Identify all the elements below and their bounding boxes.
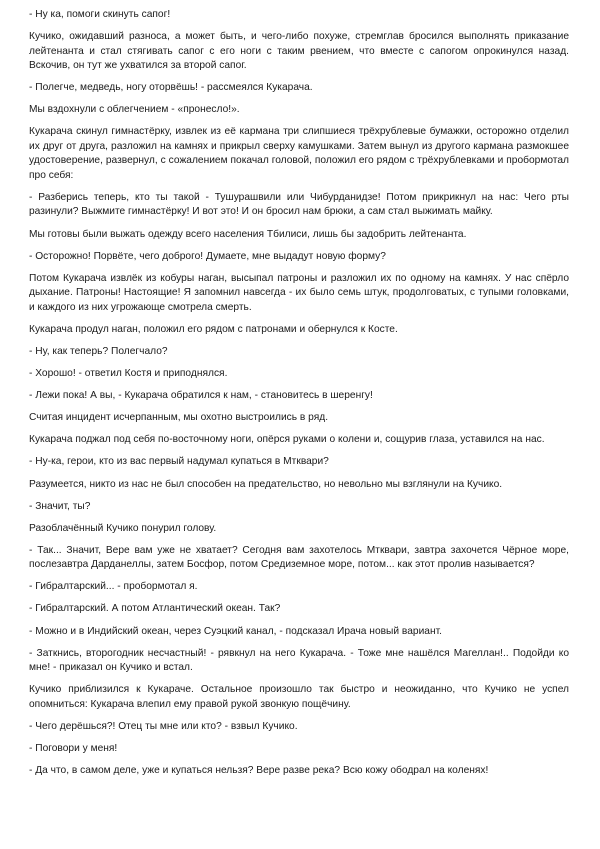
paragraph: - Заткнись, второгодник несчастный! - рявкнул на него Кукарача. - Тоже мне нашёлся Магеллан!.. Подойди ко мне! - приказал он Кучико и встал.	[29, 647, 569, 674]
paragraph: - Так... Значит, Вере вам уже не хватает? Сегодня вам захотелось Мтквари, завтра захочется Чёрное море, послезавтра Дарданеллы, затем Босфор, потом Средиземное море, потом... как этот пролив называется?	[29, 544, 569, 571]
paragraph: - Ну, как теперь? Полегчало?	[29, 345, 168, 357]
paragraph: - Да что, в самом деле, уже и купаться нельзя? Вере разве река? Всю кожу ободрал на коленях!	[29, 765, 489, 777]
paragraph: Кукарача продул наган, положил его рядом с патронами и обернулся к Косте.	[29, 323, 398, 335]
paragraph: - Гибралтарский. А потом Атлантический океан. Так?	[29, 603, 281, 615]
paragraph: - Осторожно! Порвёте, чего доброго! Думаете, мне выдадут новую форму?	[29, 250, 386, 262]
paragraph: Кукарача поджал под себя по-восточному ноги, опёрся руками о колени и, сощурив глаза, уставился на нас.	[29, 434, 545, 446]
paragraph: - Полегче, медведь, ногу оторвёшь! - рассмеялся Кукарача.	[29, 82, 313, 94]
paragraph: Разумеется, никто из нас не был способен на предательство, но невольно мы взглянули на Кучико.	[29, 478, 503, 490]
paragraph: - Лежи пока! А вы, - Кукарача обратился к нам, - становитесь в шеренгу!	[29, 390, 373, 402]
paragraph: - Гибралтарский... - пробормотал я.	[29, 581, 198, 593]
paragraph: - Ну ка, помоги скинуть сапог!	[29, 9, 171, 20]
paragraph: Считая инцидент исчерпанным, мы охотно выстроились в ряд.	[29, 412, 329, 424]
paragraph: Кукарача скинул гимнастёрку, извлек из её кармана три слипшиеся трёхрублевые бумажки, осторожно отделил их друг от друга, разложил на камнях и прикрыл сверху камушками. Затем вынул из другого кармана размокшее удостоверение, развернул, с сожалением покачал головой, положил его рядом с трёхрублевками и пробормотал про себя:	[29, 126, 569, 181]
paragraph: Потом Кукарача извлёк из кобуры наган, высыпал патроны и разложил их по одному на камнях. У нас спёрло дыхание. Патроны! Настоящие! Я запомнил навсегда - их было семь штук, продолговатых, с тупыми головками, и каждого из них угрожающе смотрела смерть.	[29, 272, 569, 313]
paragraph: Мы вздохнули с облегчением - «пронесло!».	[29, 104, 240, 116]
paragraph: Разоблачённый Кучико понурил голову.	[29, 522, 217, 534]
paragraph: - Поговори у меня!	[29, 742, 118, 754]
paragraph: - Чего дерёшься?! Отец ты мне или кто? - взвыл Кучико.	[29, 720, 298, 732]
paragraph: - Ну-ка, герои, кто из вас первый надумал купаться в Мтквари?	[29, 456, 329, 468]
paragraph: Кучико приблизился к Кукараче. Остальное произошло так быстро и неожиданно, что Кучико не успел опомниться: Кукарача влепил ему правой рукой звонкую пощёчину.	[29, 684, 569, 710]
paragraph: - Можно и в Индийский океан, через Суэцкий канал, - подсказал Ирача новый вариант.	[29, 625, 442, 637]
paragraph: Кучико, ожидавший разноса, а может быть, и чего-либо похуже, стремглав бросился выполнять приказание лейтенанта и стал стягивать сапог с его ноги с таким рвением, что вместе с сапогом опрокинулся назад. Вскочив, он тут же ухватился за второй сапог.	[29, 31, 569, 72]
paragraph: Мы готовы были выжать одежду всего населения Тбилиси, лишь бы задобрить лейтенанта.	[29, 228, 467, 240]
paragraph: - Хорошо! - ответил Костя и приподнялся.	[29, 368, 228, 380]
paragraph: - Разберись теперь, кто ты такой - Тушурашвили или Чибурданидзе! Потом прикрикнул на нас: Чего рты разинули? Выжмите гимнастёрку! И вот это! И он бросил нам брюки, а сам стал выжимать майку.	[29, 191, 569, 218]
paragraph: - Значит, ты?	[29, 500, 91, 512]
